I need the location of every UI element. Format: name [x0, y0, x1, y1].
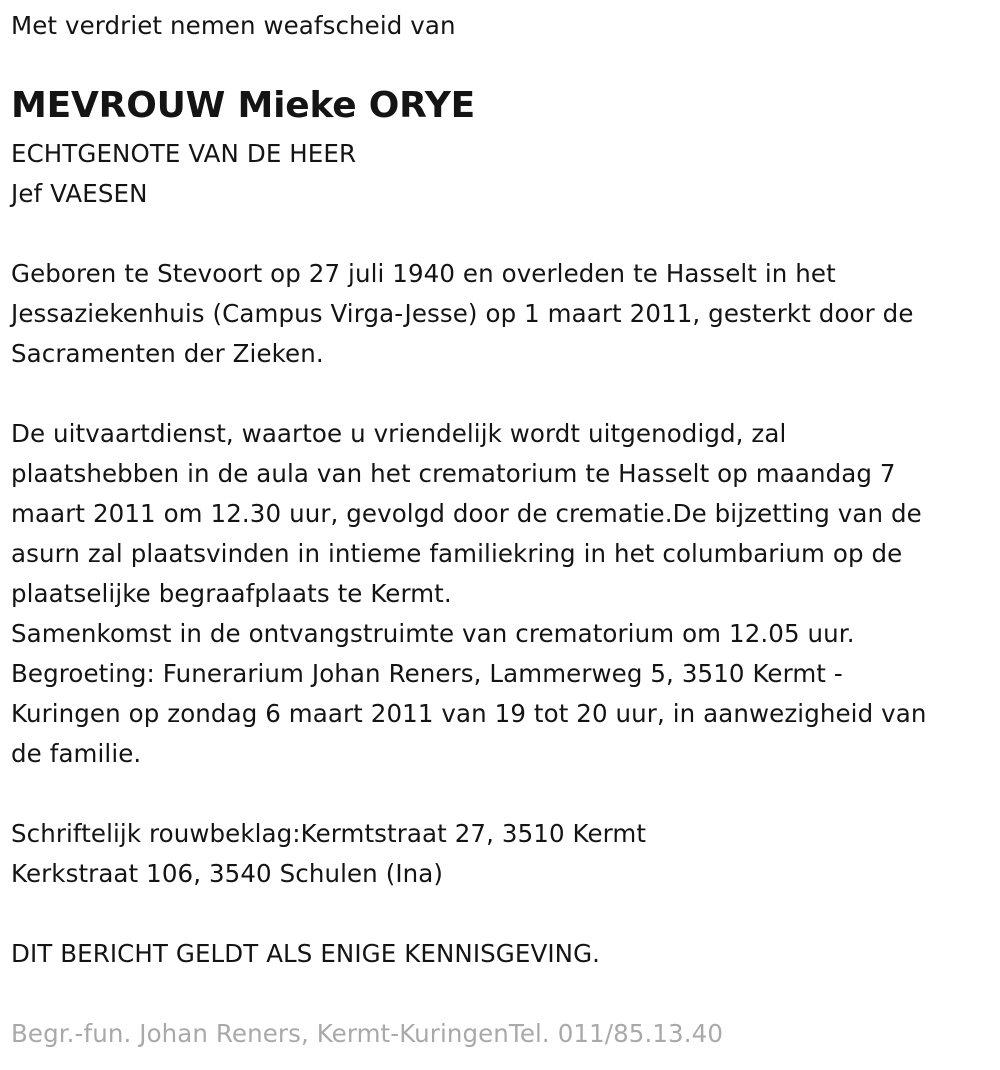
- paragraph-line: maart 2011 om 12.30 uur, gevolgd door de crematie.De bijzetting van de: [11, 499, 922, 528]
- spouse-name: Jef VAESEN: [11, 179, 148, 208]
- address-line: Schriftelijk rouwbeklag:Kermtstraat 27, 3510 Kermt: [11, 819, 647, 848]
- funeral-home-footer: [11, 1014, 723, 1054]
- spouse-title: ECHTGENOTE VAN DE HEER: [11, 139, 357, 168]
- condolence-address: [11, 814, 646, 894]
- paragraph-line: plaatselijke begraafplaats te Kermt.: [11, 579, 452, 608]
- deceased-name: MEVROUW Mieke ORYE: [11, 85, 475, 126]
- spouse-block: [11, 134, 356, 214]
- paragraph-line: Geboren te Stevoort op 27 juli 1940 en overleden te Hasselt in het: [11, 259, 836, 288]
- birth-death-paragraph: [11, 254, 914, 374]
- notice-line: DIT BERICHT GELDT ALS ENIGE KENNISGEVING.: [11, 939, 601, 968]
- address-line: Kerkstraat 106, 3540 Schulen (Ina): [11, 859, 444, 888]
- paragraph-line: De uitvaartdienst, waartoe u vriendelijk wordt uitgenodigd, zal: [11, 419, 787, 448]
- paragraph-line: asurn zal plaatsvinden in intieme familiekring in het columbarium op de: [11, 539, 903, 568]
- footer-line: Begr.-fun. Johan Reners, Kermt-KuringenTel. 011/85.13.40: [11, 1019, 724, 1048]
- paragraph-line: Jessaziekenhuis (Campus Virga-Jesse) op 1 maart 2011, gesterkt door de: [11, 299, 914, 328]
- paragraph-line: Samenkomst in de ontvangstruimte van crematorium om 12.05 uur.: [11, 619, 855, 648]
- funeral-paragraph: [11, 414, 926, 774]
- paragraph-line: Kuringen op zondag 6 maart 2011 van 19 tot 20 uur, in aanwezigheid van: [11, 699, 927, 728]
- paragraph-line: plaatshebben in de aula van het crematorium te Hasselt op maandag 7: [11, 459, 896, 488]
- paragraph-line: Begroeting: Funerarium Johan Reners, Lammerweg 5, 3510 Kermt -: [11, 659, 843, 688]
- paragraph-line: de familie.: [11, 739, 142, 768]
- paragraph-line: Sacramenten der Zieken.: [11, 339, 324, 368]
- intro-line: Met verdriet nemen weafscheid van: [11, 11, 456, 40]
- notice-statement: [11, 934, 600, 974]
